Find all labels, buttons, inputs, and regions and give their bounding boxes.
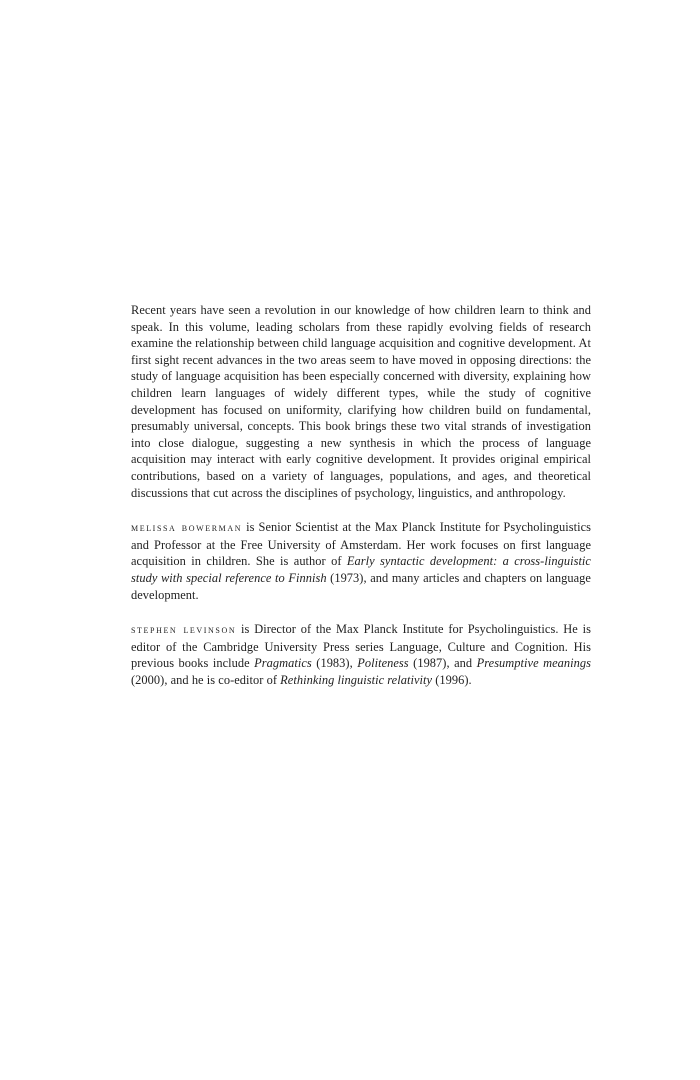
author-bio-bowerman (131, 519, 591, 603)
bio-text: (2000), and he is co-editor of (131, 672, 281, 687)
bio-text: is Senior Scientist at the Max Planck Institute for Psycholinguistics and Professor at the Free University of Amsterdam. Her work focuses on first language acquisition in children. She is author of (131, 520, 591, 569)
book-description: Recent years have seen a revolution in our knowledge of how children learn to think and speak. In this volume, leading scholars from these rapidly evolving fields of research examine the relationship between child language acquisition and cognitive development. At first sight recent advances in the two areas seem to have moved in opposing directions: the study of language acquisition has been especially concerned with diversity, explaining how children learn languages of widely different types, while the study of cognitive development has focused on uniformity, clarifying how children build on fundamental, presumably universal, concepts. This book brings these two vital strands of investigation into close dialogue, suggesting a new synthesis in which the process of language acquisition may interact with early cognitive development. It provides original empirical contributions, based on a variety of languages, populations, and ages, and theoretical discussions that cut across the disciplines of psychology, linguistics, and anthropology. (131, 303, 591, 500)
bio-text: is Director of the Max Planck Institute for Psycholinguistics. He is editor of the Cambridge University Press series Language, Culture and Cognition. His previous books include (131, 622, 591, 671)
book-title: Pragmatics (254, 656, 312, 671)
bio-text: (1983), (311, 656, 358, 671)
book-title: Politeness (357, 656, 409, 671)
book-title: Presumptive meanings (476, 656, 591, 671)
bio-text: (1996). (432, 672, 472, 687)
back-matter-text (131, 302, 591, 688)
author-bio-levinson (131, 621, 591, 688)
bio-text: (1973), and many articles and chapters on language development. (131, 570, 591, 602)
bio-text: (1987), and (408, 656, 477, 671)
author-name: stephen levinson (131, 624, 237, 637)
book-title: Rethinking linguistic relativity (280, 672, 433, 687)
author-name: melissa bowerman (131, 522, 243, 535)
book-title: Early syntactic development: a cross-linguistic study with special reference to Finnish (131, 554, 591, 585)
